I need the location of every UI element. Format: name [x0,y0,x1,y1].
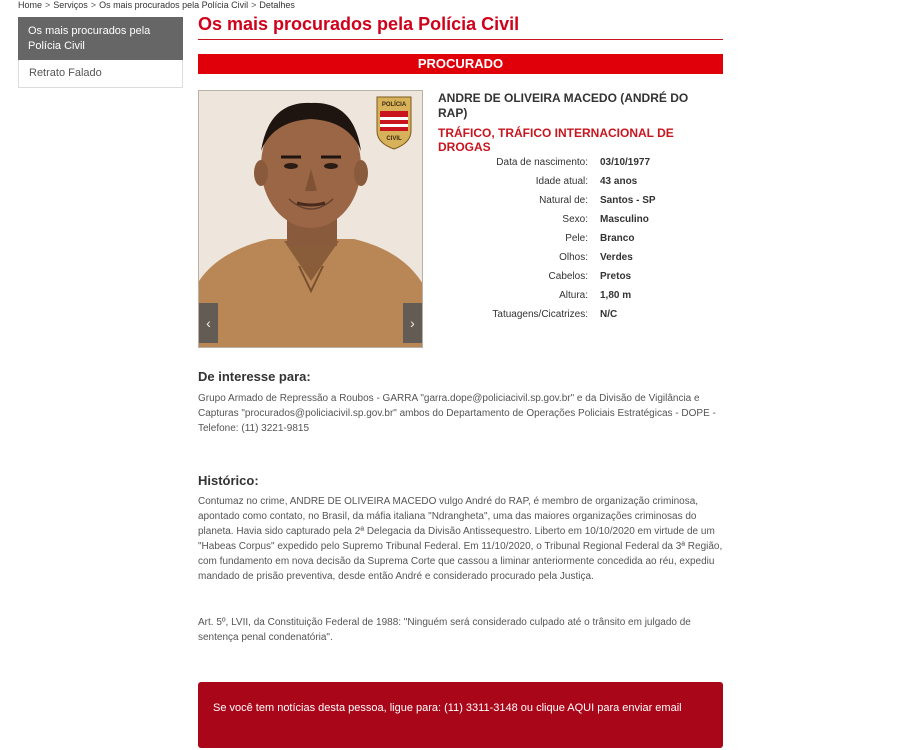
detail-value: N/C [600,309,618,320]
breadcrumb-home-link[interactable]: Home [18,0,43,10]
sidebar-item-retrato-falado[interactable]: Retrato Falado [18,60,183,88]
detail-label: Pele: [565,233,588,244]
detail-row-tattoos [438,306,723,325]
breadcrumb-separator: > [251,0,257,10]
photo-prev-button[interactable] [199,303,218,343]
badge-text-top: POLÍCIA [381,102,407,108]
detail-value: 43 anos [600,176,638,187]
detail-label: Sexo: [562,214,588,225]
detail-row-hair [438,268,723,287]
chevron-left-icon: ‹ [206,315,211,331]
detail-row-birthdate [438,154,723,173]
detail-value: Masculino [600,214,649,225]
contact-cta-text: Se você tem notícias desta pessoa, ligue para: (11) 3311-3148 ou clique AQUI para enviar email [213,702,682,714]
contact-cta-box[interactable] [198,682,723,748]
detail-label: Idade atual: [535,176,588,187]
wanted-banner: PROCURADO [198,54,723,74]
detail-row-birthplace [438,192,723,211]
history-title: Histórico: [198,473,259,488]
suspect-crime: TRÁFICO, TRÁFICO INTERNACIONAL DE DROGAS [438,126,674,154]
detail-row-sex [438,211,723,230]
detail-label: Tatuagens/Cicatrizes: [492,309,588,320]
breadcrumb-services-link[interactable]: Serviços [53,0,88,10]
interest-title: De interesse para: [198,369,311,384]
badge-text-bottom: CIVIL [386,136,402,142]
interest-text: Grupo Armado de Repressão a Roubos - GARRA "garra.dope@policiacivil.sp.gov.br" e da Divisão de Vigilância e Capturas "procurados@policiacivil.sp.gov.br" ambos do Departamento de Operações Policiais Estratégicas - DOPE - Telefone: (11) 3221-9815 [198,393,716,434]
detail-label: Natural de: [539,195,588,206]
breadcrumb [18,0,295,10]
detail-row-eyes [438,249,723,268]
legal-notice-text: Art. 5º, LVII, da Constituição Federal de 1988: "Ninguém será considerado culpado até o trânsito em julgado de sentença penal condenatória". [198,617,691,643]
police-badge-icon [377,97,411,149]
detail-value: Santos - SP [600,195,656,206]
main-header [198,14,723,40]
detail-row-height [438,287,723,306]
detail-label: Olhos: [559,252,588,263]
suspect-photo [198,90,423,348]
detail-value: Verdes [600,252,633,263]
detail-label: Data de nascimento: [496,157,588,168]
detail-row-age [438,173,723,192]
suspect-details [438,154,723,325]
sidebar-item-most-wanted[interactable]: Os mais procurados pela Polícia Civil [18,17,183,60]
history-text: Contumaz no crime, ANDRE DE OLIVEIRA MACEDO vulgo André do RAP, é membro de organização criminosa, apontado como contato, no Brasil, da máfia italiana "Ndrangheta", uma das maiores organizações criminosas do planeta. Havia sido capturado pela 2ª Delegacia da Divisão Antissequestro. Liberto em 10/10/2020 em virtude de um "Habeas Corpus" expedido pelo Supremo Tribunal Federal. Em 11/10/2020, o Tribunal Regional Federal da 3ª Região, com fundamento em nova decisão da Suprema Corte que cassou a liminar anteriormente concedida ao réu, expediu mandado de prisão preventiva, desde então André e considerado procurado pela Justiça. [198,496,723,582]
detail-value: Branco [600,233,635,244]
chevron-right-icon: › [410,315,415,331]
detail-label: Cabelos: [548,271,588,282]
sidebar [18,17,183,88]
breadcrumb-current: Detalhes [259,0,295,10]
suspect-name: ANDRE DE OLIVEIRA MACEDO (ANDRÉ DO RAP) [438,91,689,120]
suspect-portrait-image [199,91,423,348]
detail-row-skin [438,230,723,249]
detail-value: 03/10/1977 [600,157,651,168]
page-title: Os mais procurados pela Polícia Civil [198,14,723,40]
detail-label: Altura: [559,290,588,301]
detail-value: Pretos [600,271,632,282]
breadcrumb-separator: > [45,0,51,10]
detail-value: 1,80 m [600,290,632,301]
breadcrumb-separator: > [90,0,97,10]
photo-next-button[interactable] [403,303,422,343]
breadcrumb-most-wanted-link[interactable]: Os mais procurados pela Polícia Civil [99,0,249,10]
